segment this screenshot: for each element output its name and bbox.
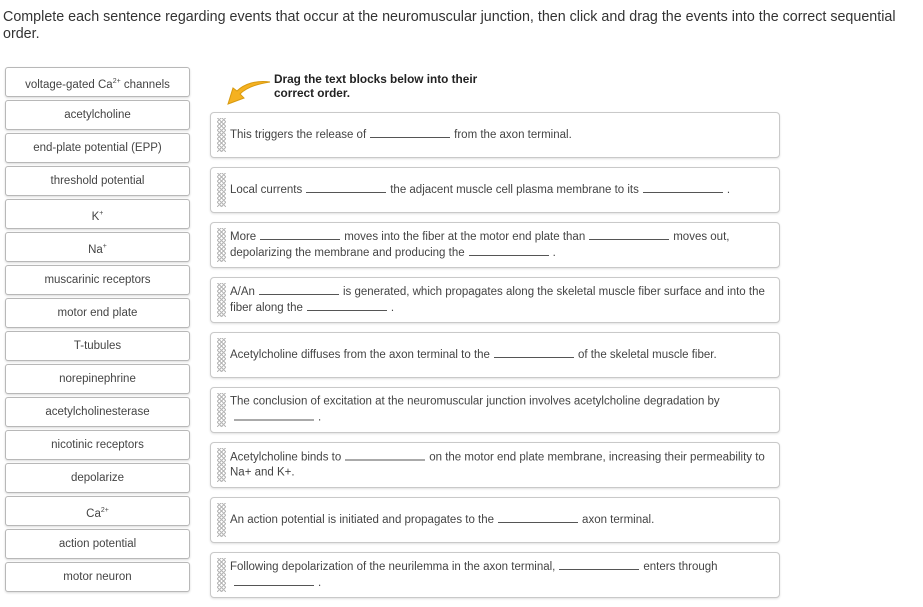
sentence-fragment: . [318, 411, 322, 424]
sentence-text [230, 182, 773, 198]
answer-blank[interactable] [589, 229, 669, 240]
word-bank-item[interactable] [5, 496, 190, 526]
word-bank-text: threshold potential [50, 175, 145, 187]
word-bank-text: acetylcholine [64, 109, 131, 121]
sentence-fragment: enters through [643, 561, 718, 573]
sentence-fragment: . [552, 247, 556, 259]
sentence-fragment: is generated, which propagates along the skeletal muscle fiber surface and into the fiber along the [230, 286, 765, 314]
word-bank-item[interactable] [5, 199, 190, 229]
sentence-fragment: Following depolarization of the neurilemma in the axon terminal, [230, 561, 556, 573]
sentence-block[interactable] [210, 387, 780, 433]
word-bank-text: end-plate potential (EPP) [33, 142, 162, 154]
sentence-block[interactable] [210, 497, 780, 543]
answer-blank[interactable] [260, 229, 340, 240]
sentence-block[interactable] [210, 222, 780, 268]
sentence-fragment: Local currents [230, 184, 303, 196]
drag-handle-icon[interactable] [217, 118, 226, 152]
answer-blank[interactable] [345, 450, 425, 461]
answer-blank[interactable] [643, 182, 723, 193]
drag-handle-icon[interactable] [217, 393, 226, 427]
word-bank-item[interactable] [5, 430, 190, 460]
word-bank-item[interactable] [5, 133, 190, 163]
word-bank-text: Ca [86, 507, 101, 520]
word-bank-item[interactable] [5, 298, 190, 328]
sentence-fragment: . [318, 577, 322, 589]
sentence-text [230, 395, 773, 426]
word-bank-item[interactable] [5, 529, 190, 559]
sentence-fragment: . [390, 302, 395, 314]
drag-handle-icon[interactable] [217, 338, 226, 372]
sentence-fragment: This triggers the release of [230, 129, 367, 141]
sentence-text [230, 229, 773, 261]
word-bank-superscript: 2+ [112, 78, 121, 85]
instructions-text: Complete each sentence regarding events that occur at the neuromuscular junction, then click and drag the events into the correct sequential order. [3, 9, 896, 42]
arrow-pointer-icon [226, 78, 272, 108]
sentence-block[interactable] [210, 442, 780, 488]
word-bank-text: nicotinic receptors [51, 439, 144, 451]
answer-blank[interactable] [234, 410, 314, 421]
word-bank-item[interactable] [5, 463, 190, 493]
word-bank-text: muscarinic receptors [44, 274, 151, 286]
sentence-fragment: axon terminal. [582, 514, 655, 526]
answer-blank[interactable] [469, 245, 549, 256]
sentence-fragment: moves into the fiber at the motor end plate than [344, 231, 586, 243]
sentence-block[interactable] [210, 277, 780, 323]
word-bank-text: acetylcholinesterase [45, 406, 150, 418]
sentence-fragment: The conclusion of excitation at the neuromuscular junction involves acetylcholine degradation by [230, 395, 720, 408]
word-bank-item[interactable] [5, 100, 190, 130]
drag-handle-icon[interactable] [217, 503, 226, 537]
sentence-fragment: from the axon terminal. [454, 129, 572, 141]
sentence-text [230, 284, 773, 316]
word-bank-text: motor end plate [57, 307, 138, 319]
sentence-block[interactable] [210, 167, 780, 213]
drag-handle-icon[interactable] [217, 228, 226, 262]
answer-blank[interactable] [370, 127, 450, 138]
word-bank-superscript: + [102, 243, 107, 250]
sentence-text [230, 450, 773, 481]
drag-handle-icon[interactable] [217, 173, 226, 207]
sentence-fragment: An action potential is initiated and propagates to the [230, 514, 495, 526]
sentence-text [230, 347, 773, 363]
sentence-text [230, 512, 773, 528]
sentence-block[interactable] [210, 332, 780, 378]
drag-handle-icon[interactable] [217, 283, 226, 317]
word-bank-text: motor neuron [63, 571, 132, 583]
answer-blank[interactable] [559, 559, 639, 570]
word-bank-text: T-tubules [73, 340, 122, 352]
word-bank-text: K [91, 210, 100, 223]
word-bank-item[interactable] [5, 265, 190, 295]
word-bank-text: voltage-gated Ca [25, 78, 113, 91]
sentence-fragment: Acetylcholine binds to [230, 451, 342, 464]
word-bank-text: action potential [58, 538, 137, 550]
drag-handle-icon[interactable] [217, 558, 226, 592]
sentence-fragment: moves out, depolarizing the membrane and producing the [230, 231, 730, 259]
drag-hint-text: Drag the text blocks below into their correct order. [274, 72, 478, 100]
sentence-fragment: . [726, 184, 731, 196]
drag-handle-icon[interactable] [217, 448, 226, 482]
word-bank-text: Na [88, 243, 103, 256]
answer-blank[interactable] [498, 512, 578, 523]
word-bank-item[interactable] [5, 397, 190, 427]
sentence-fragment: More [230, 231, 257, 243]
word-bank-item[interactable] [5, 232, 190, 262]
word-bank-text: depolarize [70, 472, 125, 484]
answer-blank[interactable] [306, 182, 386, 193]
sentence-fragment: A/An [230, 286, 255, 298]
sentence-text [230, 127, 773, 143]
word-bank-superscript: 2+ [100, 507, 109, 514]
answer-blank[interactable] [307, 300, 387, 311]
word-bank-superscript: + [99, 210, 104, 217]
sentence-fragment: on the motor end plate membrane, increasing their permeability to Na+ and K+. [230, 451, 765, 479]
word-bank-text: norepinephrine [59, 373, 136, 385]
sentence-fragment: the adjacent muscle cell plasma membrane to its [390, 184, 639, 196]
word-bank-item[interactable] [5, 331, 190, 361]
word-bank-suffix: channels [120, 78, 170, 91]
word-bank-item[interactable] [5, 166, 190, 196]
answer-blank[interactable] [234, 575, 314, 586]
word-bank-item[interactable] [5, 67, 190, 97]
answer-blank[interactable] [259, 284, 339, 295]
sentence-fragment: Acetylcholine diffuses from the axon terminal to the [230, 349, 490, 361]
word-bank-item[interactable] [5, 562, 190, 592]
sentence-block[interactable] [210, 552, 780, 598]
sentence-block[interactable] [210, 112, 780, 158]
sentence-fragment: of the skeletal muscle fiber. [577, 349, 717, 361]
word-bank-item[interactable] [5, 364, 190, 394]
sentence-text [230, 559, 773, 591]
answer-blank[interactable] [494, 347, 574, 358]
